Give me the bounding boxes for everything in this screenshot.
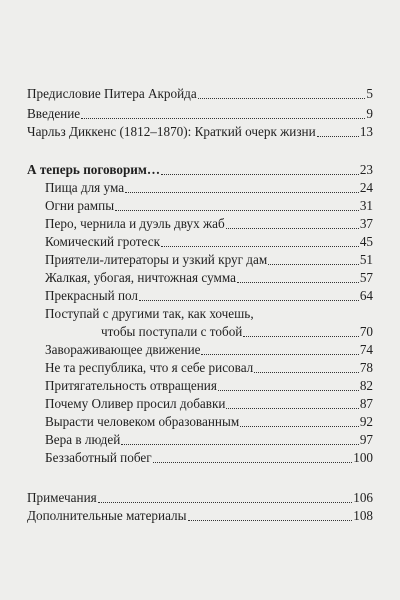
dot-leader [226,407,358,409]
toc-entry-page: 24 [359,180,373,195]
dot-leader [243,335,358,337]
toc-entry-title: Прекрасный пол [45,288,139,303]
toc-entry-page: 92 [359,414,373,429]
dot-leader [226,227,359,229]
dot-leader [115,209,359,211]
dot-leader [201,353,358,355]
toc-entry [27,198,373,214]
toc-entry [27,234,373,250]
dot-leader [254,371,359,373]
toc-entry-page: 106 [353,490,373,505]
toc-entry [27,288,373,304]
toc-entry-title: Почему Оливер просил добавки [45,396,226,411]
toc-entry-page: 100 [353,450,373,465]
dot-leader [218,389,359,391]
toc-entry-page: 57 [359,270,373,285]
toc-entry-biography [27,124,373,140]
toc-entry-title: Вырасти человеком образованным [45,414,240,429]
dot-leader [237,281,359,283]
dot-leader [161,245,359,247]
dot-leader [161,173,359,175]
toc-entry-page: 45 [359,234,373,249]
toc-entry-title: Дополнительные материалы [27,508,187,523]
toc-entry [27,270,373,286]
toc-entry-title: Завораживающее движение [45,342,201,357]
toc-entry-page: 87 [359,396,373,411]
dot-leader [317,135,359,137]
toc-section-heading [27,162,373,178]
toc-entry [27,180,373,196]
toc-entry-title: Не та республика, что я себе рисовал [45,360,254,375]
toc-entry [27,414,373,430]
toc-entry-page: 37 [359,216,373,231]
dot-leader [98,501,353,503]
toc-entry-title: Жалкая, убогая, ничтожная сумма [45,270,236,285]
toc-entry-preface [27,86,373,102]
toc-entry [27,216,373,232]
dot-leader [81,117,365,119]
toc-entry [27,432,373,448]
toc-entry-page: 13 [359,124,373,139]
dot-leader [121,443,359,445]
toc-entry-title: Чарльз Диккенс (1812–1870): Краткий очерк жизни [27,124,316,139]
toc-entry-title-continuation: чтобы поступали с тобой [101,324,243,339]
toc-entry [27,360,373,376]
toc-entry-title: Пища для ума [45,180,125,195]
dot-leader [125,191,359,193]
toc-entry-title: Перо, чернила и дуэль двух жаб [45,216,225,231]
toc-entry-title: Предисловие Питера Акройда [27,86,197,101]
toc-entry-page: 108 [353,508,373,523]
toc-entry-page: 78 [359,360,373,375]
toc-entry-page: 82 [359,378,373,393]
dot-leader [198,97,366,99]
toc-entry-title: А теперь поговорим… [27,162,161,177]
toc-entry [27,342,373,358]
toc-entry-page: 9 [366,106,373,121]
toc-entry-title: Беззаботный побег [45,450,152,465]
toc-entry-title: Комический гротеск [45,234,160,249]
toc-entry [27,396,373,412]
toc-entry-page: 64 [359,288,373,303]
dot-leader [153,461,353,463]
toc-entry-notes [27,490,373,506]
toc-entry-page: 31 [359,198,373,213]
toc-entry-page: 74 [359,342,373,357]
toc-entry-title: Примечания [27,490,97,505]
toc-entry-multiline-second [27,324,373,340]
toc-entry-page: 5 [366,86,373,101]
toc-entry [27,378,373,394]
toc-entry [27,450,373,466]
toc-entry-multiline-first [27,306,373,322]
dot-leader [268,263,359,265]
toc-entry-page: 23 [359,162,373,177]
toc-entry-title: Поступай с другими так, как хочешь, [45,306,254,321]
toc-entry-additional-materials [27,508,373,524]
toc-entry [27,252,373,268]
dot-leader [240,425,359,427]
dot-leader [139,299,359,301]
toc-entry-page: 97 [359,432,373,447]
toc-entry-title: Приятели-литераторы и узкий круг дам [45,252,268,267]
toc-entry-title: Вера в людей [45,432,121,447]
toc-entry-title: Притягательность отвращения [45,378,217,393]
toc-entry-title: Введение [27,106,81,121]
toc-entry-introduction [27,106,373,122]
toc-entry-page: 70 [359,324,373,339]
dot-leader [188,519,353,521]
toc-entry-title: Огни рампы [45,198,115,213]
toc-entry-page: 51 [359,252,373,267]
